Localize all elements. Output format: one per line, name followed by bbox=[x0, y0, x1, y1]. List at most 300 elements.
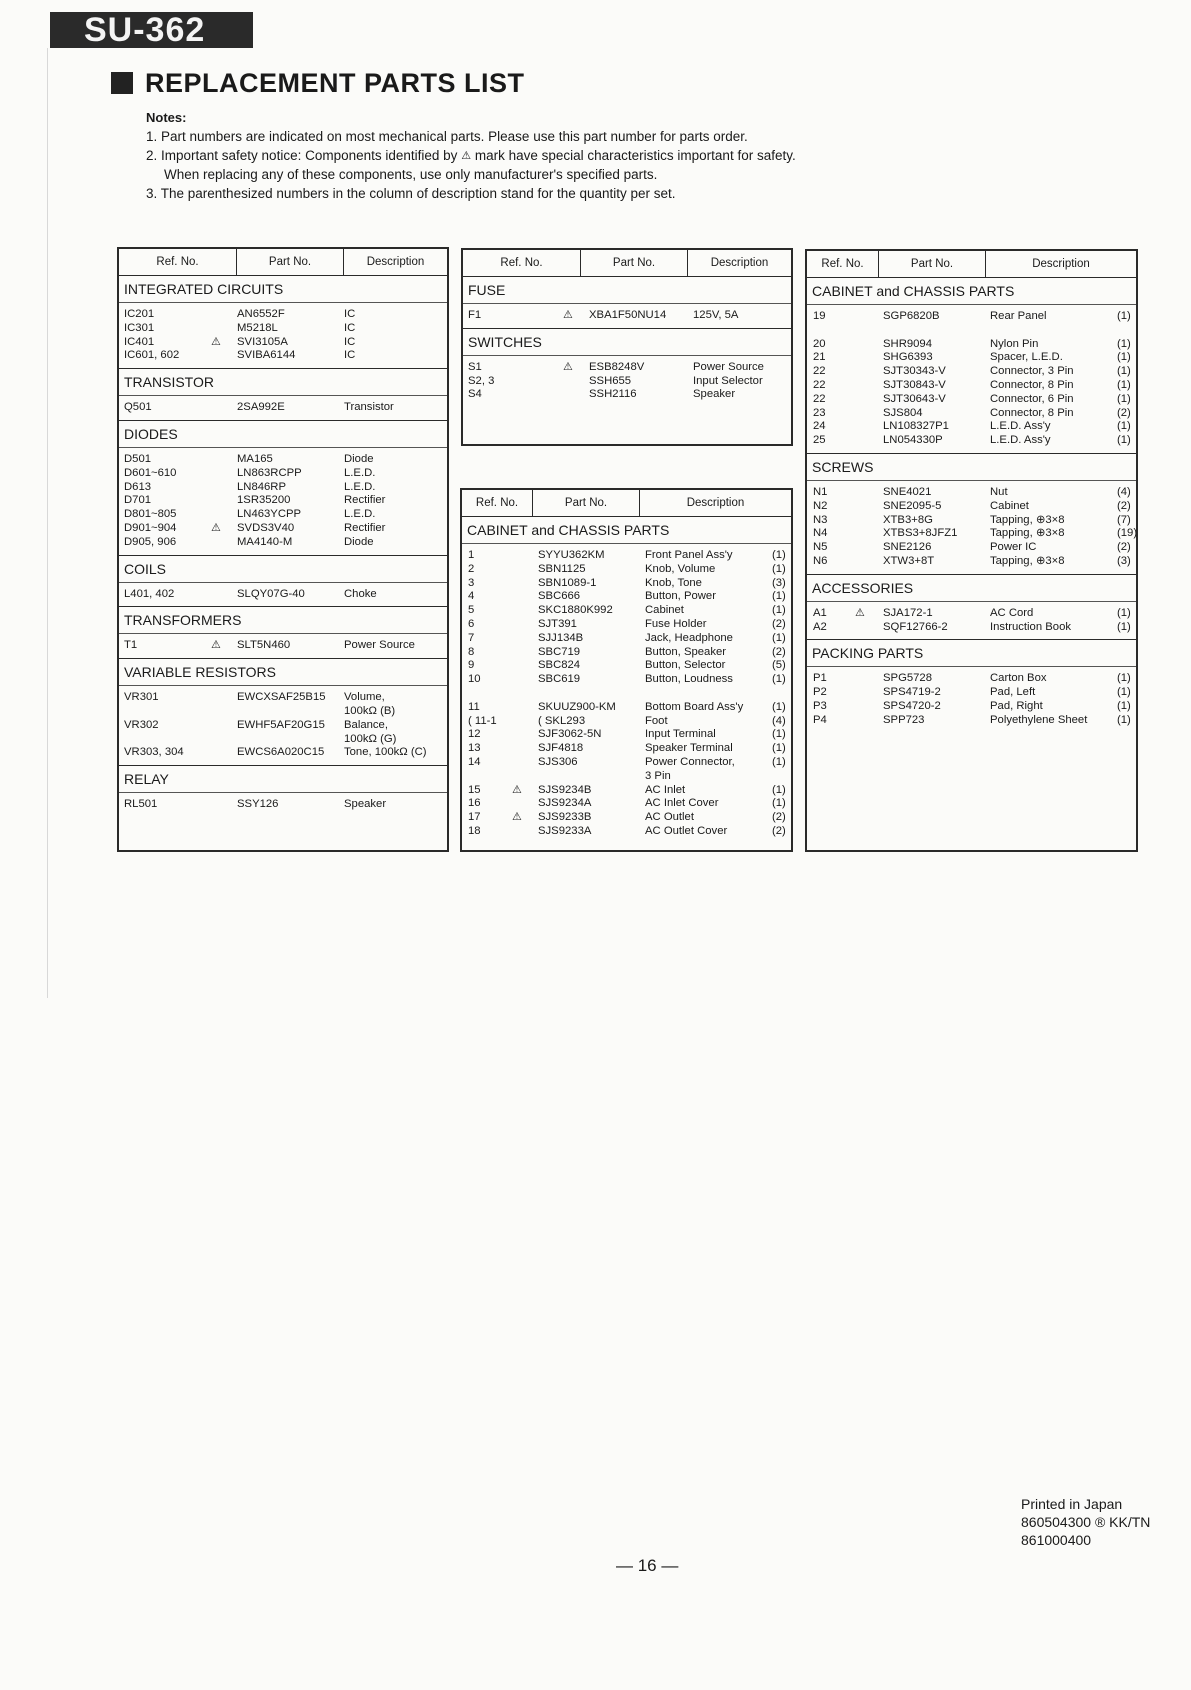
quantity-cell: (1) bbox=[772, 742, 786, 755]
ref-cell: D501 bbox=[124, 452, 152, 465]
description-cell: Fuse Holder bbox=[645, 617, 707, 630]
ref-cell: D701 bbox=[124, 494, 152, 507]
part-row bbox=[463, 309, 791, 323]
ref-cell: 13 bbox=[468, 742, 481, 755]
quantity-cell: (1) bbox=[1117, 434, 1131, 447]
footer-printed: Printed in Japan bbox=[1021, 1496, 1123, 1512]
parts-section bbox=[807, 454, 1136, 575]
part-row bbox=[462, 659, 791, 673]
description-cell: Spacer, L.E.D. bbox=[990, 351, 1063, 364]
desc-header: Description bbox=[686, 497, 745, 509]
description-cell: Button, Loudness bbox=[645, 673, 733, 686]
footer-code-1: 860504300 ® KK/TN bbox=[1021, 1514, 1151, 1530]
quantity-cell: (1) bbox=[1117, 365, 1131, 378]
quantity-cell: (2) bbox=[1117, 406, 1131, 419]
ref-cell: 15 bbox=[468, 783, 481, 796]
part-row bbox=[807, 393, 1136, 407]
notes bbox=[146, 108, 796, 203]
description-cell: Balance, bbox=[344, 718, 388, 731]
part-number-cell: SBN1125 bbox=[538, 562, 586, 575]
description-cell: 125V, 5A bbox=[693, 309, 739, 321]
note-2c: When replacing any of these components, use only manufacturer's specified parts. bbox=[164, 167, 658, 182]
margin-rule bbox=[47, 48, 48, 998]
description-cell: Button, Power bbox=[645, 590, 716, 603]
part-row bbox=[463, 361, 791, 375]
description-cell: Power Source bbox=[344, 639, 415, 652]
ref-cell: 14 bbox=[468, 755, 481, 768]
ref-cell: D613 bbox=[124, 480, 152, 493]
ref-cell: S2, 3 bbox=[468, 374, 495, 387]
ref-cell: A2 bbox=[813, 620, 827, 633]
ref-cell: A1 bbox=[813, 606, 827, 619]
parts-section bbox=[119, 659, 447, 766]
description-cell: 3 Pin bbox=[645, 769, 671, 782]
part-number-cell: XTW3+8T bbox=[883, 554, 935, 567]
quantity-cell: (1) bbox=[772, 604, 786, 617]
description-cell: Volume, bbox=[344, 691, 385, 704]
part-row bbox=[462, 784, 791, 798]
ref-header: Ref. No. bbox=[807, 251, 879, 277]
quantity-cell: (1) bbox=[1117, 337, 1131, 350]
part-number-cell: LN054330P bbox=[883, 434, 943, 447]
part-row bbox=[462, 646, 791, 660]
part-number-cell: SJS9233A bbox=[538, 824, 592, 837]
ref-cell: 25 bbox=[813, 434, 826, 447]
part-row bbox=[807, 407, 1136, 421]
description-cell: IC bbox=[344, 321, 356, 334]
part-number-cell: SLT5N460 bbox=[237, 639, 291, 652]
part-row bbox=[807, 714, 1136, 728]
part-row bbox=[462, 590, 791, 604]
part-row bbox=[462, 618, 791, 632]
description-cell: AC Inlet bbox=[645, 783, 686, 796]
part-number-cell: SSH655 bbox=[589, 374, 632, 387]
part-row bbox=[119, 733, 447, 747]
part-row bbox=[807, 310, 1136, 324]
quantity-cell: (1) bbox=[772, 728, 786, 741]
part-number-cell: SJS9234B bbox=[538, 783, 592, 796]
parts-table-4 bbox=[805, 249, 1138, 852]
part-number-cell: AN6552F bbox=[237, 308, 285, 320]
part-row bbox=[119, 453, 447, 467]
part-number-cell: SSH2116 bbox=[589, 388, 637, 401]
description-cell: Connector, 6 Pin bbox=[990, 392, 1074, 405]
warning-icon: ⚠ bbox=[855, 606, 865, 619]
quantity-cell: (2) bbox=[772, 811, 786, 824]
part-row bbox=[807, 541, 1136, 555]
warning-icon: ⚠ bbox=[563, 309, 573, 321]
part-number-cell: SVI3105A bbox=[237, 335, 288, 348]
part-number-cell: LN846RP bbox=[237, 480, 286, 493]
section-title: SCREWS bbox=[807, 454, 1136, 481]
part-number-cell: SPS4720-2 bbox=[883, 699, 941, 712]
page-number: — 16 — bbox=[616, 1556, 679, 1575]
description-cell: L.E.D. bbox=[344, 508, 376, 521]
quantity-cell: (1) bbox=[772, 797, 786, 810]
part-row bbox=[807, 379, 1136, 393]
part-row bbox=[119, 522, 447, 536]
quantity-cell: (1) bbox=[1117, 699, 1131, 712]
part-row bbox=[119, 639, 447, 653]
ref-cell: N3 bbox=[813, 513, 828, 526]
description-cell: Nylon Pin bbox=[990, 337, 1039, 350]
part-number-cell: SNE2095-5 bbox=[883, 499, 942, 512]
description-cell: Pad, Right bbox=[990, 699, 1043, 712]
ref-cell: 5 bbox=[468, 604, 475, 617]
quantity-cell: (5) bbox=[772, 659, 786, 672]
description-cell: Rectifier bbox=[344, 494, 386, 507]
quantity-cell: (1) bbox=[772, 590, 786, 603]
part-row bbox=[807, 324, 1136, 338]
part-number-cell: XBA1F50NU14 bbox=[589, 309, 667, 321]
ref-cell: ( 11-1 bbox=[468, 714, 497, 727]
section-title: CABINET and CHASSIS PARTS bbox=[462, 517, 791, 544]
part-row bbox=[462, 797, 791, 811]
table-header bbox=[119, 249, 447, 276]
part-number-cell: SBC619 bbox=[538, 673, 581, 686]
ref-cell: N1 bbox=[813, 485, 828, 498]
table-header bbox=[463, 250, 791, 277]
part-number-cell: SPS4719-2 bbox=[883, 686, 941, 699]
section-title: FUSE bbox=[463, 277, 791, 304]
description-cell: Instruction Book bbox=[990, 620, 1072, 633]
ref-cell: 7 bbox=[468, 631, 475, 644]
ref-cell: D801~805 bbox=[124, 508, 177, 521]
ref-cell: VR302 bbox=[124, 718, 159, 731]
quantity-cell: (1) bbox=[1117, 620, 1131, 633]
section-title: VARIABLE RESISTORS bbox=[119, 659, 447, 686]
part-row bbox=[462, 687, 791, 701]
description-cell: Speaker bbox=[693, 388, 736, 401]
ref-cell: N2 bbox=[813, 499, 828, 512]
ref-cell: P2 bbox=[813, 686, 827, 699]
part-row bbox=[807, 486, 1136, 500]
section-title: ACCESSORIES bbox=[807, 575, 1136, 602]
description-cell: Speaker Terminal bbox=[645, 742, 733, 755]
ref-cell: L401, 402 bbox=[124, 587, 175, 600]
ref-cell: 24 bbox=[813, 420, 826, 433]
description-cell: Jack, Headphone bbox=[645, 631, 733, 644]
part-row bbox=[462, 604, 791, 618]
part-number-cell: 2SA992E bbox=[237, 401, 285, 414]
parts-section bbox=[119, 276, 447, 369]
description-cell: L.E.D. bbox=[344, 480, 376, 493]
quantity-cell: (1) bbox=[772, 549, 786, 561]
description-cell: Tapping, ⊕3×8 bbox=[990, 527, 1065, 540]
ref-cell: 3 bbox=[468, 576, 475, 589]
part-row bbox=[119, 481, 447, 495]
part-row bbox=[807, 607, 1136, 621]
warning-icon: ⚠ bbox=[461, 150, 472, 162]
quantity-cell: (1) bbox=[772, 783, 786, 796]
part-row bbox=[807, 621, 1136, 635]
description-cell: Diode bbox=[344, 535, 374, 548]
description-cell: Rear Panel bbox=[990, 310, 1047, 322]
part-row bbox=[807, 672, 1136, 686]
page-title bbox=[111, 68, 525, 99]
ref-header: Ref. No. bbox=[462, 490, 533, 516]
part-header: Part No. bbox=[237, 249, 344, 275]
parts-section bbox=[119, 421, 447, 556]
description-cell: Button, Selector bbox=[645, 659, 726, 672]
footer-code-2: 861000400 bbox=[1021, 1532, 1092, 1548]
notes-heading: Notes: bbox=[146, 110, 187, 125]
description-cell: AC Outlet Cover bbox=[645, 824, 728, 837]
part-row bbox=[807, 500, 1136, 514]
description-cell: Power Source bbox=[693, 360, 764, 373]
part-row bbox=[119, 322, 447, 336]
part-row bbox=[463, 388, 791, 402]
quantity-cell: (1) bbox=[772, 700, 786, 713]
ref-cell: IC601, 602 bbox=[124, 349, 180, 362]
part-number-cell: XTBS3+8JFZ1 bbox=[883, 527, 958, 540]
part-number-cell: SPP723 bbox=[883, 713, 925, 726]
ref-cell: 10 bbox=[468, 673, 481, 686]
parts-section bbox=[462, 517, 791, 844]
part-number-cell: LN108327P1 bbox=[883, 420, 949, 433]
ref-cell: 19 bbox=[813, 310, 826, 322]
ref-cell: 21 bbox=[813, 351, 826, 364]
description-cell: Cabinet bbox=[645, 604, 684, 617]
section-title: COILS bbox=[119, 556, 447, 583]
quantity-cell: (2) bbox=[772, 617, 786, 630]
section-title: TRANSISTOR bbox=[119, 369, 447, 396]
description-cell: Nut bbox=[990, 485, 1008, 498]
part-row bbox=[807, 351, 1136, 365]
quantity-cell: (2) bbox=[772, 645, 786, 658]
ref-cell: S1 bbox=[468, 360, 482, 373]
part-row bbox=[462, 825, 791, 839]
ref-cell: 4 bbox=[468, 590, 475, 603]
description-cell: Rectifier bbox=[344, 521, 386, 534]
part-row bbox=[462, 549, 791, 563]
description-cell: Tone, 100kΩ (C) bbox=[344, 746, 427, 759]
part-row bbox=[119, 588, 447, 602]
description-cell: Speaker bbox=[344, 798, 387, 811]
description-cell: Transistor bbox=[344, 401, 394, 414]
quantity-cell: (1) bbox=[1117, 378, 1131, 391]
section-title: RELAY bbox=[119, 766, 447, 793]
part-number-cell: SJF3062-5N bbox=[538, 728, 602, 741]
table-header bbox=[807, 251, 1136, 278]
ref-cell: 8 bbox=[468, 645, 475, 658]
part-row bbox=[462, 742, 791, 756]
ref-cell: 22 bbox=[813, 392, 826, 405]
description-cell: Pad, Left bbox=[990, 686, 1036, 699]
quantity-cell: (4) bbox=[1117, 485, 1131, 498]
ref-cell: P3 bbox=[813, 699, 827, 712]
quantity-cell: (3) bbox=[1117, 554, 1131, 567]
part-row bbox=[462, 701, 791, 715]
description-cell: Choke bbox=[344, 587, 377, 600]
quantity-cell: (2) bbox=[1117, 499, 1131, 512]
note-1: 1. Part numbers are indicated on most mechanical parts. Please use this part number for parts order. bbox=[146, 129, 748, 144]
parts-section bbox=[119, 556, 447, 608]
part-number-cell: SGP6820B bbox=[883, 310, 940, 322]
part-row bbox=[462, 577, 791, 591]
ref-cell: 22 bbox=[813, 378, 826, 391]
desc-header: Description bbox=[366, 256, 425, 268]
parts-table-3 bbox=[460, 488, 793, 852]
ref-header: Ref. No. bbox=[119, 249, 237, 275]
part-number-cell: SBN1089-1 bbox=[538, 576, 597, 589]
part-number-cell: EWCXSAF25B15 bbox=[237, 691, 326, 704]
part-number-cell: SNE4021 bbox=[883, 485, 932, 498]
part-number-cell: 1SR35200 bbox=[237, 494, 291, 507]
desc-header: Description bbox=[1032, 258, 1090, 270]
description-cell: Input Terminal bbox=[645, 728, 716, 741]
ref-cell: IC401 bbox=[124, 335, 155, 348]
description-cell: Cabinet bbox=[990, 499, 1029, 512]
part-number-cell: SJS9234A bbox=[538, 797, 592, 810]
part-row bbox=[119, 746, 447, 760]
part-number-cell: SJT30643-V bbox=[883, 392, 946, 405]
quantity-cell: (7) bbox=[1117, 513, 1131, 526]
description-cell: AC Inlet Cover bbox=[645, 797, 719, 810]
description-cell: Power Connector, bbox=[645, 755, 735, 768]
part-number-cell: M5218L bbox=[237, 321, 278, 334]
description-cell: L.E.D. bbox=[344, 466, 376, 479]
description-cell: IC bbox=[344, 335, 356, 348]
quantity-cell: (1) bbox=[772, 631, 786, 644]
part-number-cell: LN863RCPP bbox=[237, 466, 302, 479]
part-row bbox=[119, 719, 447, 733]
parts-table-1 bbox=[117, 247, 449, 852]
parts-section bbox=[119, 607, 447, 659]
ref-cell: D901~904 bbox=[124, 521, 177, 534]
part-row bbox=[119, 336, 447, 350]
part-number-cell: MA4140-M bbox=[237, 535, 293, 548]
section-title: DIODES bbox=[119, 421, 447, 448]
part-number-cell: SJS306 bbox=[538, 755, 578, 768]
description-cell: Knob, Tone bbox=[645, 576, 702, 589]
ref-cell: 6 bbox=[468, 617, 475, 630]
ref-cell: 22 bbox=[813, 365, 826, 378]
part-number-cell: SNE2126 bbox=[883, 541, 932, 554]
part-number-cell: XTB3+8G bbox=[883, 513, 933, 526]
ref-cell: 16 bbox=[468, 797, 481, 810]
description-cell: Polyethylene Sheet bbox=[990, 713, 1088, 726]
part-number-cell: SJT30843-V bbox=[883, 378, 946, 391]
description-cell: Foot bbox=[645, 714, 668, 727]
part-row bbox=[462, 756, 791, 770]
warning-icon: ⚠ bbox=[563, 360, 573, 373]
description-cell: AC Outlet bbox=[645, 811, 694, 824]
part-number-cell: SHR9094 bbox=[883, 337, 932, 350]
part-row bbox=[119, 494, 447, 508]
description-cell: Carton Box bbox=[990, 672, 1047, 685]
description-cell: Power IC bbox=[990, 541, 1037, 554]
quantity-cell: (1) bbox=[772, 755, 786, 768]
part-header: Part No. bbox=[581, 250, 688, 276]
description-cell: Button, Speaker bbox=[645, 645, 727, 658]
quantity-cell: (1) bbox=[1117, 351, 1131, 364]
part-row bbox=[807, 365, 1136, 379]
quantity-cell: (4) bbox=[772, 714, 786, 727]
part-row bbox=[119, 536, 447, 550]
part-row bbox=[463, 375, 791, 389]
description-cell: IC bbox=[344, 349, 356, 362]
quantity-cell: (1) bbox=[1117, 392, 1131, 405]
ref-cell: T1 bbox=[124, 639, 138, 652]
quantity-cell: (1) bbox=[1117, 713, 1131, 726]
quantity-cell: (2) bbox=[1117, 541, 1131, 554]
part-row bbox=[807, 420, 1136, 434]
ref-cell: 17 bbox=[468, 811, 481, 824]
part-row bbox=[462, 728, 791, 742]
quantity-cell: (1) bbox=[1117, 310, 1131, 322]
part-row bbox=[119, 401, 447, 415]
note-2b: mark have special characteristics important for safety. bbox=[474, 148, 796, 163]
description-cell: Input Selector bbox=[693, 374, 763, 387]
parts-section bbox=[463, 329, 791, 407]
part-row bbox=[119, 349, 447, 363]
parts-section bbox=[807, 640, 1136, 732]
ref-cell: IC301 bbox=[124, 321, 155, 334]
quantity-cell: (2) bbox=[772, 824, 786, 837]
title-text: REPLACEMENT PARTS LIST bbox=[145, 68, 525, 98]
part-row bbox=[462, 715, 791, 729]
part-number-cell: SJF4818 bbox=[538, 742, 584, 755]
part-number-cell: SSY126 bbox=[237, 798, 279, 811]
part-number-cell: SVIBA6144 bbox=[237, 349, 296, 362]
part-number-cell: SJT30343-V bbox=[883, 365, 946, 378]
ref-cell: D601~610 bbox=[124, 466, 177, 479]
part-number-cell: SBC666 bbox=[538, 590, 581, 603]
description-cell: Tapping, ⊕3×8 bbox=[990, 513, 1065, 526]
quantity-cell: (1) bbox=[1117, 420, 1131, 433]
title-square-icon bbox=[111, 72, 133, 94]
part-row bbox=[807, 514, 1136, 528]
ref-cell: VR301 bbox=[124, 691, 159, 704]
part-number-cell: SBC824 bbox=[538, 659, 581, 672]
section-title: SWITCHES bbox=[463, 329, 791, 356]
part-row bbox=[807, 434, 1136, 448]
ref-cell: F1 bbox=[468, 309, 482, 321]
ref-cell: 2 bbox=[468, 562, 475, 575]
ref-cell: P4 bbox=[813, 713, 827, 726]
description-cell: Front Panel Ass'y bbox=[645, 549, 733, 561]
description-cell: Knob, Volume bbox=[645, 562, 716, 575]
part-row bbox=[462, 811, 791, 825]
part-number-cell: LN463YCPP bbox=[237, 508, 302, 521]
part-number-cell: SJS9233B bbox=[538, 811, 592, 824]
ref-cell: Q501 bbox=[124, 401, 152, 414]
description-cell: Connector, 3 Pin bbox=[990, 365, 1074, 378]
description-cell: Connector, 8 Pin bbox=[990, 406, 1074, 419]
part-row bbox=[807, 686, 1136, 700]
section-title: INTEGRATED CIRCUITS bbox=[119, 276, 447, 303]
part-number-cell: EWHF5AF20G15 bbox=[237, 718, 325, 731]
quantity-cell: (19) bbox=[1117, 527, 1138, 540]
ref-cell: VR303, 304 bbox=[124, 746, 184, 759]
warning-icon: ⚠ bbox=[211, 335, 221, 348]
ref-cell: RL501 bbox=[124, 798, 158, 811]
note-2 bbox=[146, 146, 796, 165]
warning-icon: ⚠ bbox=[512, 783, 522, 796]
part-number-cell: SJJ134B bbox=[538, 631, 584, 644]
section-title: PACKING PARTS bbox=[807, 640, 1136, 667]
section-title: CABINET and CHASSIS PARTS bbox=[807, 278, 1136, 305]
ref-cell: IC201 bbox=[124, 308, 155, 320]
warning-icon: ⚠ bbox=[211, 639, 221, 652]
part-row bbox=[462, 673, 791, 687]
part-row bbox=[119, 705, 447, 719]
parts-section bbox=[463, 277, 791, 329]
part-header: Part No. bbox=[533, 490, 640, 516]
ref-cell: 9 bbox=[468, 659, 475, 672]
part-number-cell: SKC1880K992 bbox=[538, 604, 613, 617]
